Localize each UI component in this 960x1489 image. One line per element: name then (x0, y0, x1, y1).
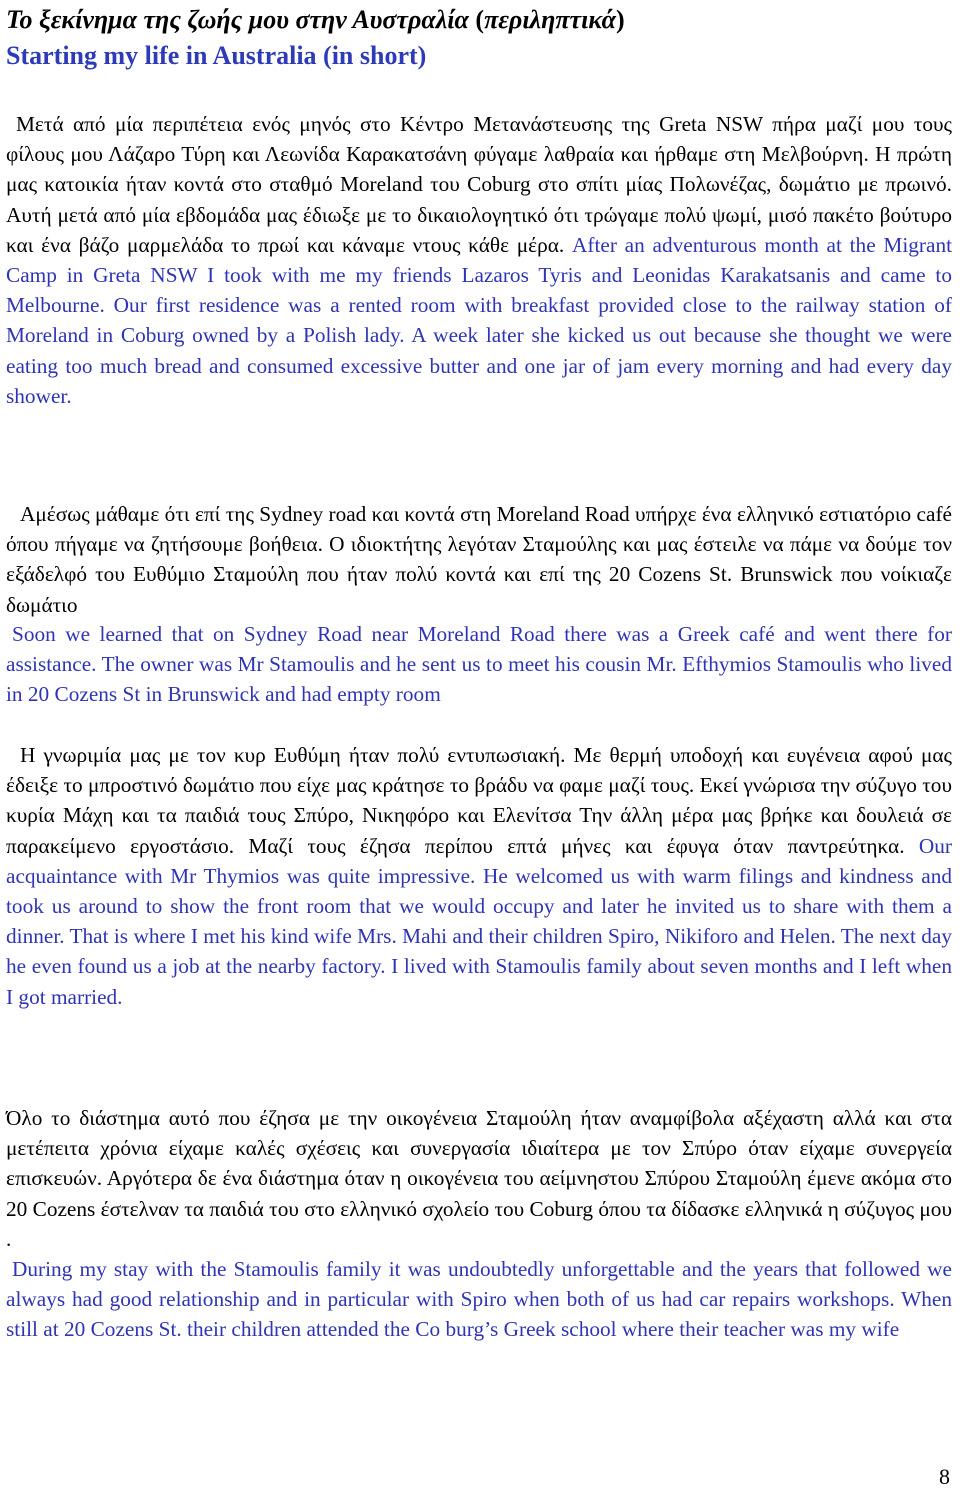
paragraph-greek: Μετά από μία περιπέτεια ενός μηνός στο Κέντρο Μετανάστευσης της Greta NSW πήρα μαζί μου τους φίλους μου Λάζαρο Τύρη και Λεωνίδα Καρακατσάνη φύγαμε λαθραία και ήρθαμε στη Μελβούρνη. Η πρώτη μας κατοικία ήταν κοντά στο σταθμό Moreland του Coburg στο σπίτι μίας Πολωνέζας, δωμάτιο με πρωινό. Αυτή μετά από μία εβδομάδα μας έδιωξε με το δικαιολογητικό ότι τρώγαμε πολύ ψωμί, μισό πακέτο βούτυρο και ένα βάζο μαρμελάδα το πρωί και κάναμε ντους κάθε μέρα. (6, 112, 952, 257)
paragraph-greek: Η γνωριμία μας με τον κυρ Ευθύμη ήταν πολύ εντυπωσιακή. Με θερμή υποδοχή και ευγένεια αφού μας έδειξε το μπροστινό δωμάτιο που είχε μας κράτησε το βράδυ να φαμε μαζί τους. Εκεί γνώρισα την σύζυγο του κυρία Μάχη και τα παιδιά τους Σπύρο, Νικηφόρο και Ελενίτσα Την άλλη μέρα μας βρήκε και δουλειά σε παρακείμενο εργοστάσιο. Μαζί τους έζησα περίπου επτά μήνες και έφυγα όταν παντρεύτηκα. (6, 743, 952, 858)
paragraph-greek-block (6, 1103, 952, 1254)
page-number: 8 (939, 1464, 950, 1489)
title-greek-paren-open: ( (468, 5, 485, 34)
title-greek-paren-word: περιληπτικά (484, 5, 616, 34)
paragraph-english: After an adventurous month at the Migrant Camp in Greta NSW I took with me my friends Lazaros Tyris and Leonidas Karakatsanis and came to Melbourne. Our first residence was a rented room with breakfast provided close to the railway station of Moreland in Coburg owned by a Polish lady. A week later she kicked us out because she thought we were eating too much bread and consumed excessive butter and one jar of jam every morning and had every day shower. (6, 232, 953, 408)
paragraph-body (6, 109, 952, 411)
paragraph-english-block (6, 1254, 952, 1345)
paragraph-english: Soon we learned that on Sydney Road near Moreland Road there was a Greek café and went there for assistance. The owner was Mr Stamoulis and he sent us to meet his cousin Mr. Efthymios Stamoulis who lived in 20 Cozens St in Brunswick and had empty room (6, 622, 952, 707)
title-greek-paren-close: ) (615, 5, 625, 34)
paragraph-greek: Όλο το διάστημα αυτό που έζησα με την οικογένεια Σταμούλη ήταν αναμφίβολα αξέχαστη αλλά και στα μετέπειτα χρόνια είχαμε καλές σχέσεις και συνεργασία ιδιαίτερα με τον Σπύρο όταν είχαμε συνεργεία επισκευών. Αργότερα δε ένα διάστημα όταν η οικογένεια του αείμνηστου Σπύρου Σταμούλη έμενε ακόμα στο 20 Cozens έστελναν τα παιδιά του στο ελληνικό σχολείο του Coburg όπου τα δίδασκε ελληνικά η σύζυγος μου . (6, 1106, 952, 1251)
paragraph-english-block (6, 619, 952, 710)
title-greek (6, 2, 625, 38)
paragraph-greek-block (6, 499, 952, 620)
title-english: Starting my life in Australia (in short) (6, 41, 427, 70)
paragraph-english: Our acquaintance with Mr Thymios was quite impressive. He welcomed us with warm filings and kindness and took us around to show the front room that we would occupy and later he invited us to share with them a dinner. That is where I met his kind wife Mrs. Mahi and their children Spiro, Nikiforo and Helen. The next day he even found us a job at the nearby factory. I lived with Stamoulis family about seven months and I left when I got married. (6, 833, 952, 1009)
title-greek-main: Το ξεκίνημα της ζωής μου στην Αυστραλία (6, 5, 469, 34)
paragraph-greek: Αμέσως μάθαμε ότι επί της Sydney road και κοντά στη Moreland Road υπήρχε ένα ελληνικό εστιατόριο café όπου πήγαμε να ζητήσουμε βοήθεια. Ο ιδιοκτήτης λεγόταν Σταμούλης και μας έστειλε να πάμε να δούμε τον εξάδελφό του Ευθύμιο Σταμούλη που ήταν πολύ κοντά και επί της 20 Cozens St. Brunswick που νοίκιαζε δωμάτιο (6, 502, 952, 617)
paragraph-body (6, 740, 952, 1012)
paragraph-english: During my stay with the Stamoulis family it was undoubtedly unforgettable and the years that followed we always had good relationship and in particular with Spiro when both of us had car repairs workshops. When still at 20 Cozens St. their children attended the Co burg’s Greek school where their teacher was my wife (6, 1257, 952, 1342)
